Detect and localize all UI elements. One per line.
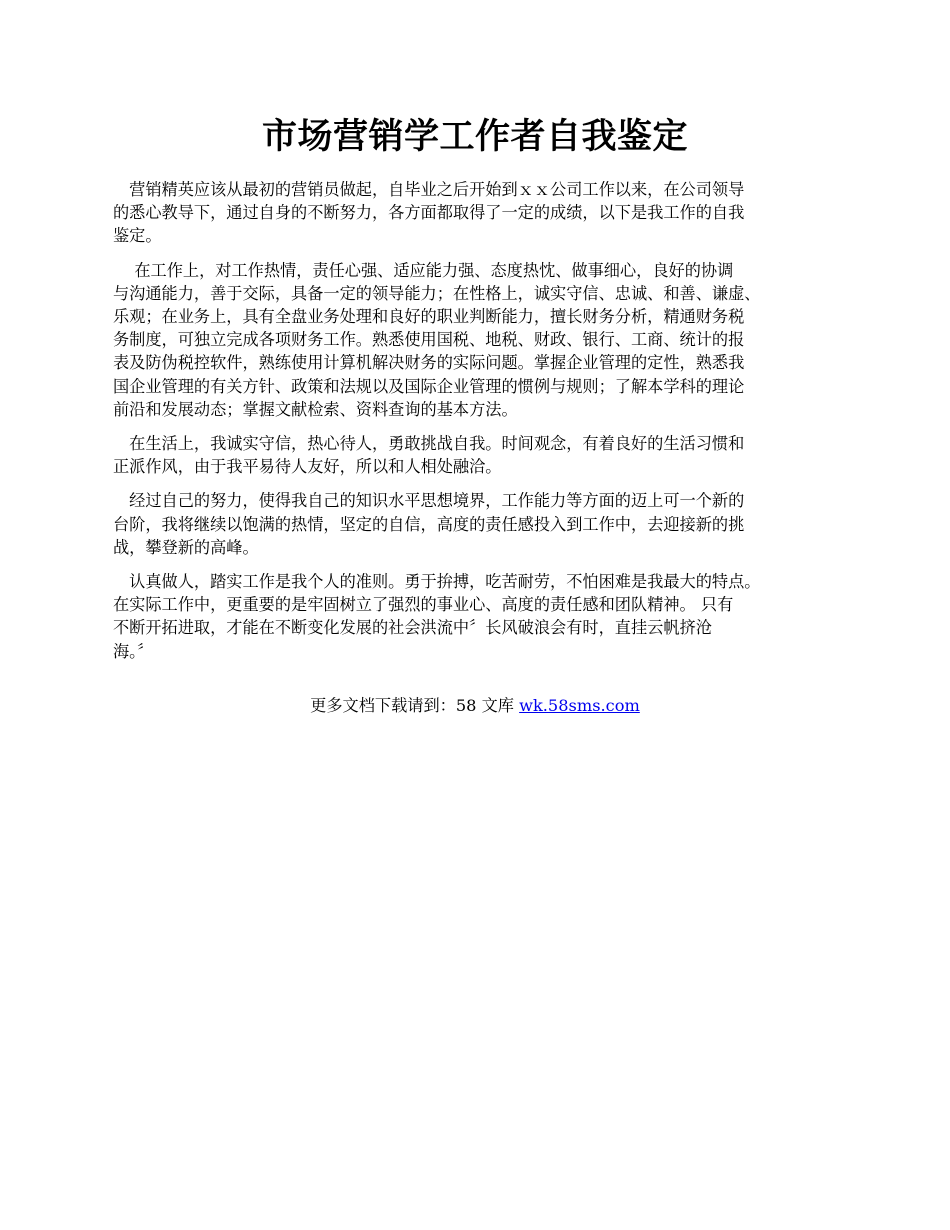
text-line: 在工作上，对工作热情，责任心强、适应能力强、态度热忱、做事细心，良好的协调: [113, 260, 734, 280]
text-line: 乐观；在业务上，具有全盘业务处理和良好的职业判断能力，擅长财务分析，精通财务税: [113, 307, 745, 327]
text-line: 海。〞: [113, 641, 154, 661]
text-line: 在生活上，我诚实守信，热心待人，勇敢挑战自我。时间观念，有着良好的生活习惯和: [113, 434, 745, 454]
paragraph-effort: [113, 489, 855, 559]
text-line: 营销精英应该从最初的营销员做起，自毕业之后开始到ｘｘ公司工作以来，在公司领导: [113, 180, 745, 199]
text-line: 与沟通能力，善于交际，具备一定的领导能力；在性格上，诚实守信、忠诚、和善、谦虚、: [113, 283, 761, 303]
text-line: 的悉心教导下，通过自身的不断努力，各方面都取得了一定的成绩，以下是我工作的自我: [113, 203, 745, 223]
text-line: 台阶，我将继续以饱满的热情，坚定的自信，高度的责任感投入到工作中，去迎接新的挑: [113, 514, 745, 534]
paragraph-intro: [113, 178, 855, 248]
text-line: 战，攀登新的高峰。: [113, 537, 259, 557]
text-line: 在实际工作中，更重要的是牢固树立了强烈的事业心、高度的责任感和团队精神。 只有: [113, 595, 734, 615]
text-line: 鉴定。: [113, 226, 162, 246]
text-line: 正派作风，由于我平易待人友好，所以和人相处融洽。: [113, 457, 502, 477]
text-line: 认真做人，踏实工作是我个人的准则。勇于拚搏，吃苦耐劳，不怕困难是我最大的特点。: [113, 572, 761, 592]
text-line: 不断开拓进取，才能在不断变化发展的社会洪流中〞长风破浪会有时，直挂云帆挤沧: [113, 618, 712, 638]
footer-link[interactable]: wk.58sms.com: [519, 696, 640, 715]
download-footer: [0, 694, 950, 718]
text-line: 经过自己的努力，使得我自己的知识水平思想境界，工作能力等方面的迈上可一个新的: [113, 491, 745, 511]
paragraph-life: [113, 432, 855, 478]
document-title: 市场营销学工作者自我鉴定: [261, 116, 688, 157]
paragraph-principles: [113, 570, 855, 663]
footer-prefix: 更多文档下载请到：58 文库: [310, 696, 520, 715]
text-line: 前沿和发展动态；掌握文献检索、资料查询的基本方法。: [113, 399, 518, 419]
paragraph-work: [113, 259, 855, 421]
text-line: 国企业管理的有关方针、政策和法规以及国际企业管理的惯例与规则；了解本学科的理论: [113, 376, 745, 396]
text-line: 务制度，可独立完成各项财务工作。熟悉使用国税、地税、财政、银行、工商、统计的报: [113, 330, 745, 350]
document-body: [113, 178, 855, 674]
text-line: 表及防伪税控软件，熟练使用计算机解决财务的实际问题。掌握企业管理的定性，熟悉我: [113, 353, 745, 373]
